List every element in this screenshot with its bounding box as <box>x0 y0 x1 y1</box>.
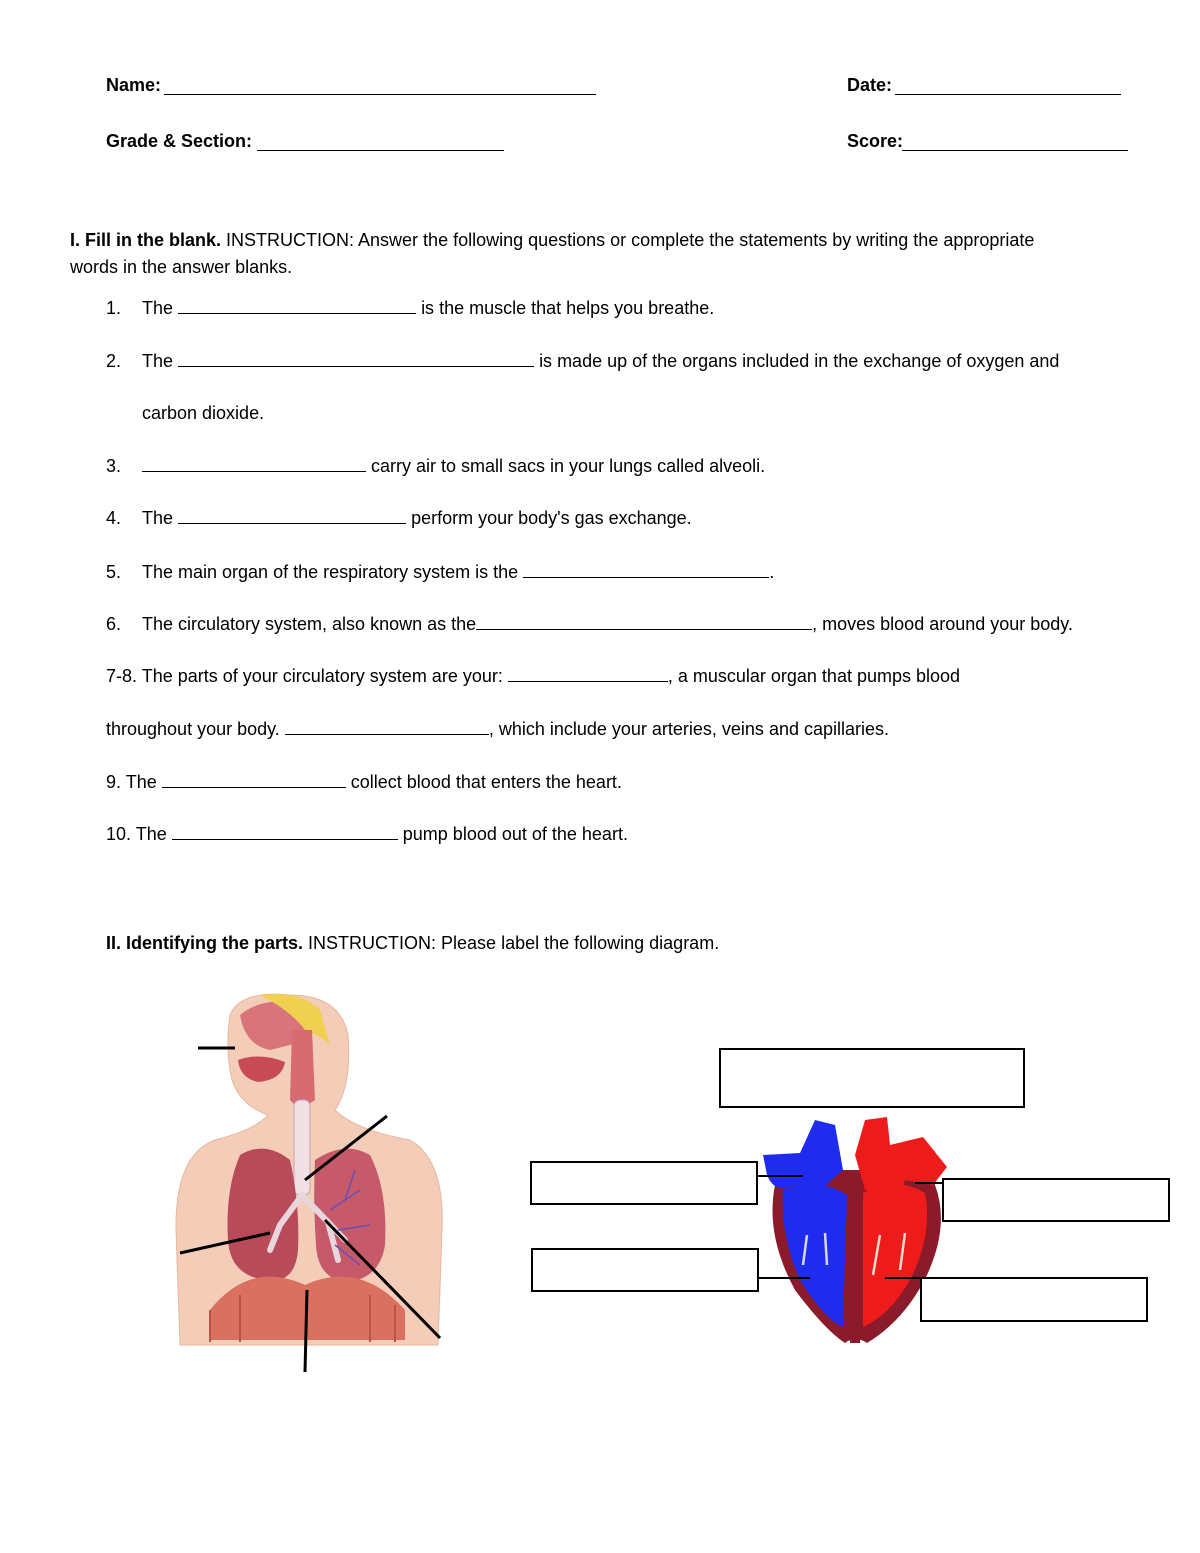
name-field[interactable] <box>164 94 596 95</box>
section2-instruction: INSTRUCTION: Please label the following diagram. <box>308 933 720 953</box>
name-label: Name: <box>106 75 162 95</box>
grade-section-field[interactable] <box>257 150 504 151</box>
question-text: throughout your body. <box>106 719 280 739</box>
question-number: 2. <box>106 351 122 371</box>
question-number: 3. <box>106 456 122 476</box>
answer-blank-8[interactable] <box>285 718 489 735</box>
answer-blank-4[interactable] <box>178 507 406 524</box>
question-text: collect blood that enters the heart. <box>350 772 622 792</box>
answer-blank-2[interactable] <box>178 350 534 367</box>
question-7-8-cont <box>106 718 889 740</box>
respiratory-system-diagram <box>170 990 470 1380</box>
question-text: The main organ of the respiratory system is the <box>142 562 519 582</box>
question-number: 1. <box>106 298 122 318</box>
heart-label-box-right-lower[interactable] <box>920 1277 1148 1322</box>
date-label: Date: <box>847 75 893 95</box>
section1-instruction: INSTRUCTION: Answer the following questions or complete the statements by writing the appropriate <box>226 230 1035 250</box>
question-1 <box>106 297 714 319</box>
date-field[interactable] <box>895 94 1121 95</box>
question-6 <box>106 613 1073 635</box>
question-2-cont: carbon dioxide. <box>142 403 265 423</box>
section1-title: I. Fill in the blank. <box>70 230 222 250</box>
question-text: The <box>142 298 174 318</box>
question-number: 7-8. <box>106 666 138 686</box>
grade-section-label: Grade & Section: <box>106 131 253 151</box>
question-text: The <box>135 824 167 844</box>
septum <box>853 1175 855 1343</box>
question-text: perform your body's gas exchange. <box>411 508 692 528</box>
pharynx <box>290 1030 315 1110</box>
question-text: . <box>769 562 775 582</box>
section2-heading <box>106 932 719 954</box>
question-text: The parts of your circulatory system are your: <box>141 666 503 686</box>
question-text: carry air to small sacs in your lungs called alveoli. <box>371 456 766 476</box>
heart-label-box-left-upper[interactable] <box>530 1161 758 1205</box>
answer-blank-10[interactable] <box>172 823 398 840</box>
answer-blank-3[interactable] <box>142 455 366 472</box>
question-text: The circulatory system, also known as the <box>142 614 477 634</box>
pointer-diaphragm <box>305 1290 307 1372</box>
section1-heading <box>70 229 1034 251</box>
section2-title: II. Identifying the parts. <box>106 933 304 953</box>
question-3 <box>106 455 765 477</box>
question-4 <box>106 507 692 529</box>
question-text: is the muscle that helps you breathe. <box>421 298 715 318</box>
question-number: 4. <box>106 508 122 528</box>
question-number: 9. <box>106 772 122 792</box>
question-text: is made up of the organs included in the exchange of oxygen and <box>539 351 1060 371</box>
question-text: The <box>142 351 174 371</box>
question-text: pump blood out of the heart. <box>402 824 628 844</box>
question-number: 6. <box>106 614 122 634</box>
score-field[interactable] <box>902 150 1128 151</box>
question-9 <box>106 771 622 793</box>
trachea <box>294 1100 310 1195</box>
heart-label-box-left-lower[interactable] <box>531 1248 759 1292</box>
question-text: , moves blood around your body. <box>812 614 1073 634</box>
question-2 <box>106 350 1059 372</box>
question-10 <box>106 823 628 845</box>
answer-blank-1[interactable] <box>178 297 416 314</box>
answer-blank-5[interactable] <box>523 561 769 578</box>
answer-blank-7[interactable] <box>508 665 668 682</box>
score-label: Score: <box>847 131 904 151</box>
question-number: 5. <box>106 562 122 582</box>
question-5 <box>106 561 774 583</box>
answer-blank-9[interactable] <box>162 771 346 788</box>
question-7-8 <box>106 665 960 687</box>
answer-blank-6[interactable] <box>476 613 812 630</box>
question-text: The <box>125 772 157 792</box>
question-text: , a muscular organ that pumps blood <box>667 666 961 686</box>
heart-label-box-right-upper[interactable] <box>942 1178 1170 1222</box>
question-number: 10. <box>106 824 132 844</box>
section1-instruction-cont: words in the answer blanks. <box>70 257 293 277</box>
heart-label-box-top[interactable] <box>719 1048 1025 1108</box>
question-text: , which include your arteries, veins and capillaries. <box>488 719 890 739</box>
question-text: The <box>142 508 174 528</box>
